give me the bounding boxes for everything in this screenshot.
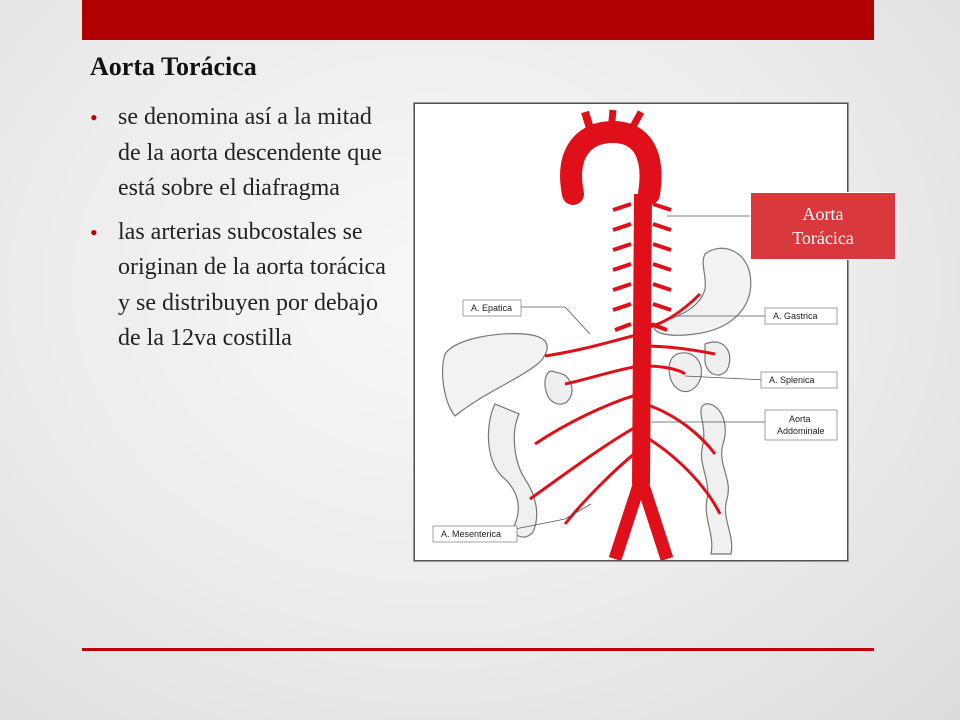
- colon-right: [701, 404, 732, 554]
- bullet-marker: •: [90, 219, 98, 245]
- bullet-item: [86, 215, 386, 357]
- spleen-organ: [705, 342, 730, 375]
- label-epatica: A. Epatica: [471, 303, 513, 313]
- bullet-text: las arterias subcostales se originan de la aorta torácica y se distribuyen por debajo de la 12va costilla: [118, 218, 386, 351]
- aorta-anatomy-figure: [414, 103, 848, 561]
- label-gastrica: A. Gastrica: [773, 311, 818, 321]
- bullet-item: [86, 100, 386, 207]
- label-splenica: A. Splenica: [769, 375, 815, 385]
- left-kidney-organ: [545, 371, 572, 404]
- label-mesenterica: A. Mesenterica: [441, 529, 502, 539]
- top-accent-bar: [82, 0, 874, 40]
- slide-title: Aorta Torácica: [90, 52, 257, 81]
- label-aorta-line2: Addominale: [777, 426, 825, 436]
- aortic-arch: [571, 132, 650, 194]
- callout-line-2: Torácica: [792, 228, 854, 248]
- aorta-toracica-callout: [750, 192, 896, 260]
- iliac-bifurcation: [615, 479, 667, 559]
- small-intestine-left: [488, 404, 536, 537]
- stomach-organ: [654, 248, 751, 335]
- label-aorta-line1: Aorta: [789, 414, 811, 424]
- descending-aorta: [641, 194, 643, 484]
- bullet-text: se denomina así a la mitad de la aorta descendente que está sobre el diafragma: [118, 104, 382, 201]
- bottom-accent-rule: [82, 648, 874, 651]
- carotid-branch: [611, 110, 613, 132]
- aorta-diagram: [415, 104, 847, 560]
- bullet-list: [86, 100, 386, 365]
- bullet-marker: •: [90, 105, 98, 130]
- callout-line-1: Aorta: [802, 204, 844, 224]
- right-kidney-organ: [669, 353, 702, 392]
